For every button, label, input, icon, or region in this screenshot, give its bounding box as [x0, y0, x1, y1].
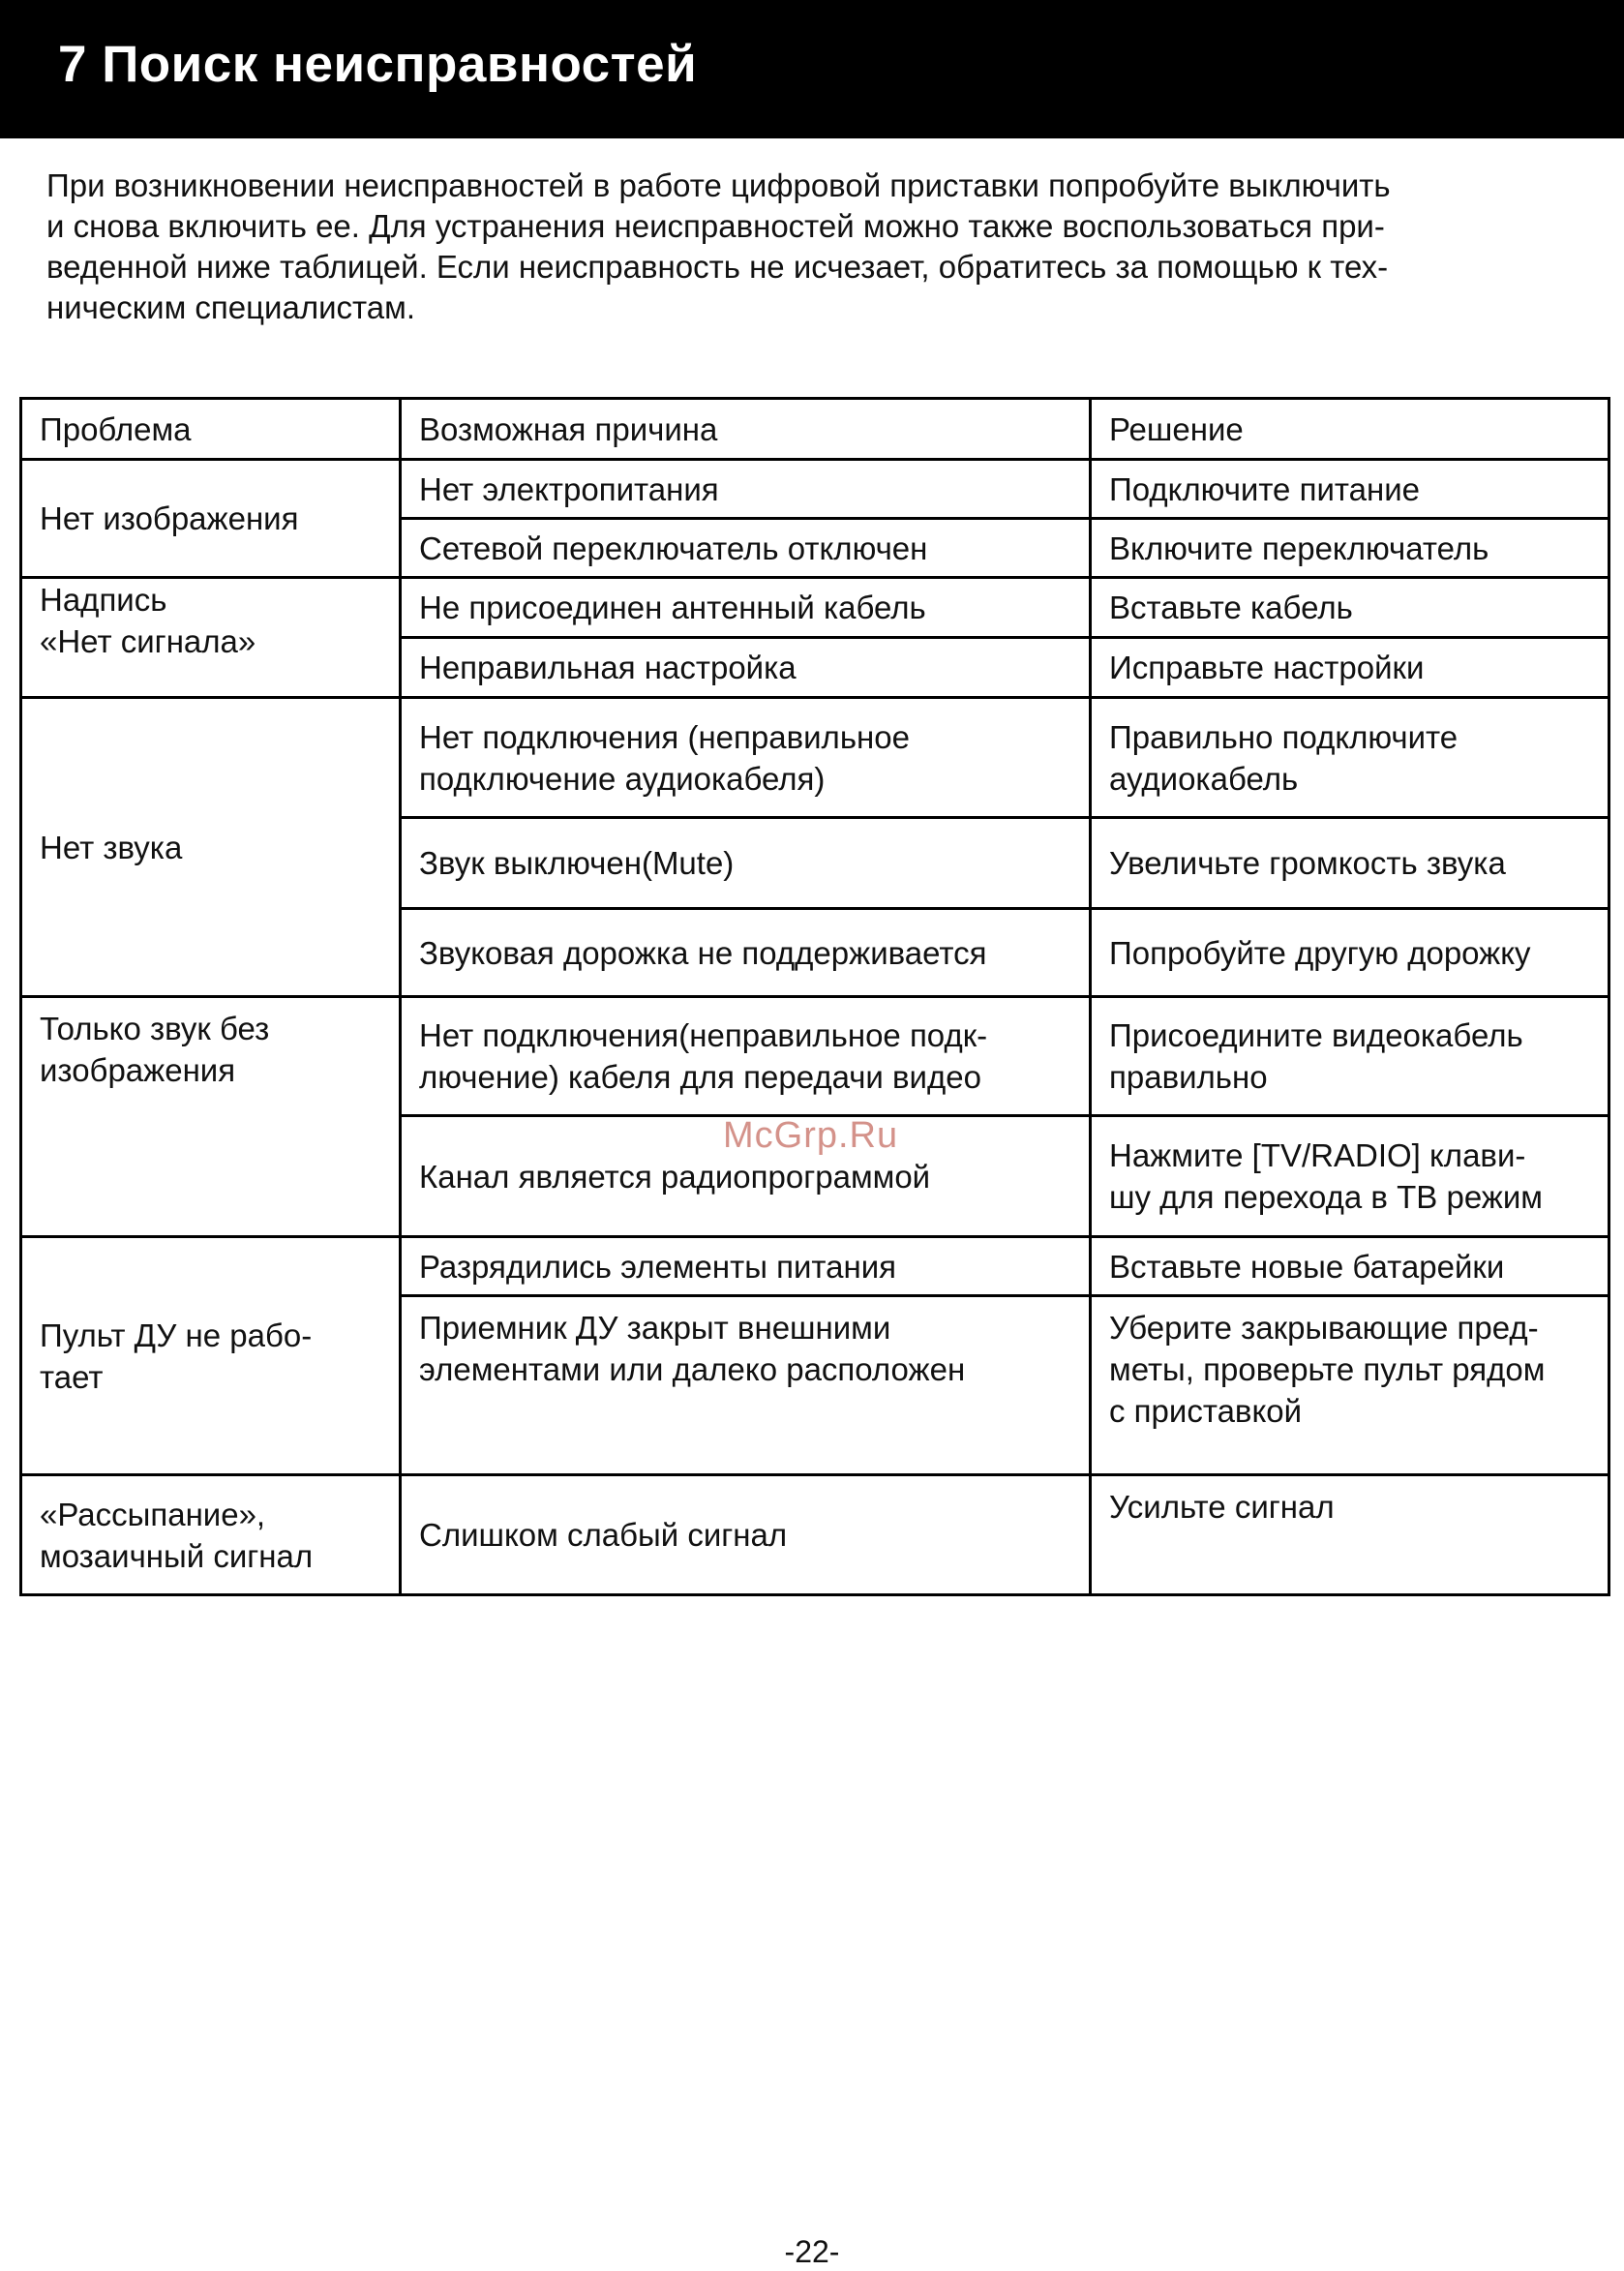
solution-cell	[1091, 818, 1609, 909]
solution-text: Уберите закрывающие пред-	[1109, 1310, 1539, 1346]
table-row	[21, 698, 1609, 818]
solution-text: меты, проверьте пульт рядом	[1109, 1351, 1546, 1387]
solution-text: Правильно подключите	[1109, 718, 1459, 755]
cause-cell	[401, 698, 1091, 818]
problem-cell	[21, 460, 401, 578]
watermark: McGrp.Ru	[723, 1115, 899, 1156]
page-number: -22-	[784, 2234, 840, 2269]
problem-cell	[21, 578, 401, 698]
cause-text: подключение аудиокабеля)	[419, 760, 826, 797]
solution-text: Нажмите [TV/RADIO] клави-	[1109, 1137, 1526, 1173]
cause-text: Нет электропитания	[419, 470, 719, 507]
problem-cell	[21, 698, 401, 997]
problem-text: Нет изображения	[40, 500, 299, 536]
cause-text: лючение) кабеля для передачи видео	[419, 1059, 981, 1095]
cause-cell	[401, 1237, 1091, 1296]
cause-text: Нет подключения (неправильное	[419, 718, 910, 755]
solution-cell	[1091, 698, 1609, 818]
problem-text: Только звук без	[40, 1011, 270, 1046]
solution-text: с приставкой	[1109, 1393, 1303, 1429]
table-row	[21, 460, 1609, 519]
intro-line: веденной ниже таблицей. Если неисправность не исчезает, обратитесь за помощью к тех-	[46, 249, 1389, 285]
cause-cell	[401, 818, 1091, 909]
header-solution: Решение	[1091, 399, 1609, 460]
solution-cell	[1091, 909, 1609, 997]
problem-text: Нет звука	[40, 829, 183, 865]
solution-text: Вставьте новые батарейки	[1109, 1248, 1505, 1285]
problem-text: мозаичный сигнал	[40, 1537, 314, 1574]
solution-text: Исправьте настройки	[1109, 650, 1425, 685]
intro-line: и снова включить ее. Для устранения неисправностей можно также воспользоваться при-	[46, 208, 1385, 244]
cause-text: Нет подключения(неправильное подк-	[419, 1017, 988, 1053]
problem-cell	[21, 997, 401, 1237]
problem-text: «Нет сигнала»	[40, 623, 256, 659]
section-header-bar	[0, 0, 1624, 138]
solution-cell	[1091, 638, 1609, 698]
solution-text: Присоедините видеокабель	[1109, 1017, 1523, 1053]
cause-text: Звук выключен(Mute)	[419, 845, 735, 881]
cause-text: Сетевой переключатель отключен	[419, 530, 928, 566]
intro-paragraph	[46, 166, 1537, 328]
cause-cell	[401, 1296, 1091, 1475]
intro-line: При возникновении неисправностей в работе цифровой приставки попробуйте выключить	[46, 167, 1391, 203]
table-row	[21, 578, 1609, 638]
table-row	[21, 997, 1609, 1116]
solution-text: Попробуйте другую дорожку	[1109, 934, 1531, 971]
cause-cell	[401, 638, 1091, 698]
cause-cell	[401, 519, 1091, 578]
cause-text: элементами или далеко расположен	[419, 1351, 966, 1387]
solution-text: Вставьте кабель	[1109, 590, 1353, 625]
solution-cell	[1091, 460, 1609, 519]
solution-text: шу для перехода в ТВ режим	[1109, 1179, 1543, 1215]
problem-cell	[21, 1237, 401, 1475]
intro-line: ническим специалистам.	[46, 289, 415, 325]
troubleshooting-table	[19, 397, 1610, 1596]
solution-cell	[1091, 1296, 1609, 1475]
cause-cell	[401, 1475, 1091, 1595]
problem-cell	[21, 1475, 401, 1595]
solution-cell	[1091, 1116, 1609, 1237]
cause-text: Приемник ДУ закрыт внешними	[419, 1310, 891, 1346]
cause-text: Неправильная настройка	[419, 650, 797, 685]
problem-text: изображения	[40, 1052, 236, 1088]
table-header-row	[21, 399, 1609, 460]
cause-text: Канал является радиопрограммой	[419, 1158, 931, 1195]
cause-cell	[401, 1116, 1091, 1237]
header-cause: Возможная причина	[401, 399, 1091, 460]
table-row	[21, 1237, 1609, 1296]
header-problem: Проблема	[21, 399, 401, 460]
problem-text: Надпись	[40, 582, 167, 618]
cause-text: Слишком слабый сигнал	[419, 1517, 788, 1553]
cause-text: Звуковая дорожка не поддерживается	[419, 934, 987, 971]
solution-cell	[1091, 997, 1609, 1116]
cause-cell	[401, 997, 1091, 1116]
solution-text: правильно	[1109, 1059, 1268, 1095]
cause-cell	[401, 460, 1091, 519]
cause-cell	[401, 578, 1091, 638]
solution-cell	[1091, 1237, 1609, 1296]
section-title: 7 Поиск неисправностей	[58, 36, 698, 93]
solution-cell	[1091, 519, 1609, 578]
solution-text: Увеличьте громкость звука	[1109, 845, 1506, 881]
problem-text: Пульт ДУ не рабо-	[40, 1317, 313, 1353]
cause-text: Не присоединен антенный кабель	[419, 590, 926, 625]
solution-text: Включите переключатель	[1109, 530, 1489, 566]
solution-text: аудиокабель	[1109, 760, 1299, 797]
solution-cell	[1091, 578, 1609, 638]
cause-text: Разрядились элементы питания	[419, 1248, 897, 1285]
table-row	[21, 1475, 1609, 1595]
cause-cell	[401, 909, 1091, 997]
problem-text: тает	[40, 1358, 104, 1395]
problem-text: «Рассыпание»,	[40, 1496, 266, 1532]
solution-text: Усильте сигнал	[1109, 1489, 1335, 1525]
solution-text: Подключите питание	[1109, 470, 1420, 507]
solution-cell	[1091, 1475, 1609, 1595]
